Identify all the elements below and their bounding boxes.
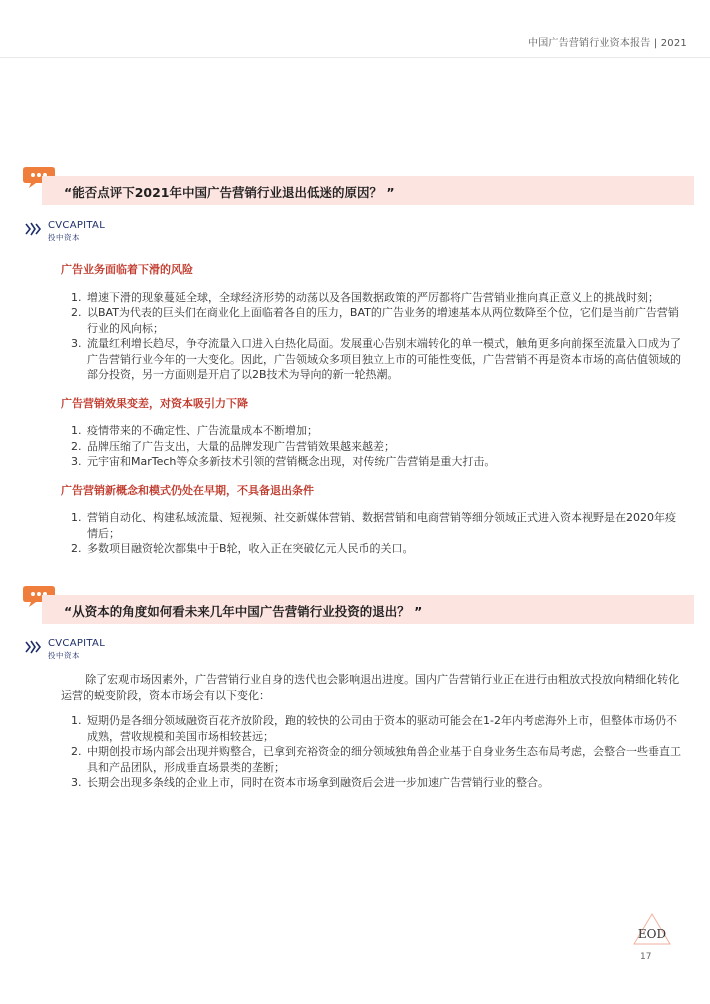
report-header-title: 中国广告营销行业资本报告 | 2021 <box>528 38 687 49</box>
list-item: 1. 增速下滑的现象蔓延全球，全球经济形势的动荡以及各国数据政策的严厉都将广告营销业推向真正意义上的挑战时刻； <box>85 290 686 306</box>
header-divider <box>0 57 710 58</box>
list-item: 3. 元宇宙和MarTech等众多新技术引领的营销概念出现，对传统广告营销是重大打击。 <box>85 454 686 470</box>
list-item: 2. 以BAT为代表的巨头们在商业化上面临着各自的压力，BAT的广告业务的增速基本从两位数降至个位，它们是当前广告营销行业的风向标； <box>85 305 686 336</box>
cvcapital-logo <box>24 218 104 242</box>
cvcapital-logo <box>24 636 104 660</box>
list-item: 1. 营销自动化、构建私域流量、短视频、社交新媒体营销、数据营销和电商营销等细分领域正式进入资本视野是在2020年疫情后； <box>85 510 686 541</box>
section-title: 广告业务面临着下滑的风险 <box>61 263 193 276</box>
cvcapital-logo-name: CVCAPITAL <box>48 638 106 649</box>
section-title: 广告营销效果变差，对资本吸引力下降 <box>61 396 248 410</box>
question-banner-1 <box>42 176 694 205</box>
question-1-text: “能否点评下2021年中国广告营销行业退出低迷的原因？ ” <box>64 185 395 200</box>
footer-logo-text: EOD <box>637 927 667 941</box>
cvcapital-mark-icon <box>24 638 44 656</box>
question-2-text: “从资本的角度如何看未来几年中国广告营销行业投资的退出？ ” <box>64 604 423 619</box>
cvcapital-mark-icon <box>24 220 44 238</box>
footer-brand-logo <box>630 912 674 946</box>
section-list <box>61 290 686 383</box>
section-list <box>61 510 686 557</box>
answer-2 <box>61 672 686 804</box>
list-item: 2. 品牌压缩了广告支出，大量的品牌发现广告营销效果越来越差； <box>85 439 686 455</box>
list-item: 1. 短期仍是各细分领域融资百花齐放阶段，跑的较快的公司由于资本的驱动可能会在1-2年内考虑海外上市，但整体市场仍不成熟，营收规模和美国市场相较甚远； <box>85 713 686 744</box>
list-item: 3. 长期会出现多条线的企业上市，同时在资本市场拿到融资后会进一步加速广告营销行业的整合。 <box>85 775 686 791</box>
cvcapital-logo-sub: 投中资本 <box>48 651 80 660</box>
list-item: 2. 中期创投市场内部会出现并购整合，已拿到充裕资金的细分领域独角兽企业基于自身业务生态布局考虑，会整合一些垂直工具和产品团队，形成垂直场景类的垄断； <box>85 744 686 775</box>
answer-list <box>61 713 686 791</box>
question-banner-2 <box>42 595 694 624</box>
list-item: 2. 多数项目融资轮次都集中于B轮，收入正在突破亿元人民币的关口。 <box>85 541 686 557</box>
answer-paragraph: 除了宏观市场因素外，广告营销行业自身的迭代也会影响退出进度。国内广告营销行业正在进行由粗放式投放向精细化转化运营的蜕变阶段，资本市场会有以下变化： <box>61 673 680 702</box>
cvcapital-logo-name: CVCAPITAL <box>48 220 106 231</box>
page-number: 17 <box>640 952 652 962</box>
answer-1 <box>61 262 686 570</box>
list-item: 3. 流量红利增长趋尽，争夺流量入口进入白热化局面。发展重心告别末端转化的单一模式，触角更多向前探至流量入口成为了广告营销行业今年的一大变化。因此，广告领域众多项目独立上市的可能性变低，广告营销不再是资本市场的高估值领域的部分投资，另一方面则是开启了以2B技术为导向的新一轮热潮。 <box>85 336 686 383</box>
section-list <box>61 423 686 470</box>
section-title: 广告营销新概念和模式仍处在早期，不具备退出条件 <box>61 483 314 497</box>
cvcapital-logo-sub: 投中资本 <box>48 233 80 242</box>
list-item: 1. 疫情带来的不确定性、广告流量成本不断增加； <box>85 423 686 439</box>
